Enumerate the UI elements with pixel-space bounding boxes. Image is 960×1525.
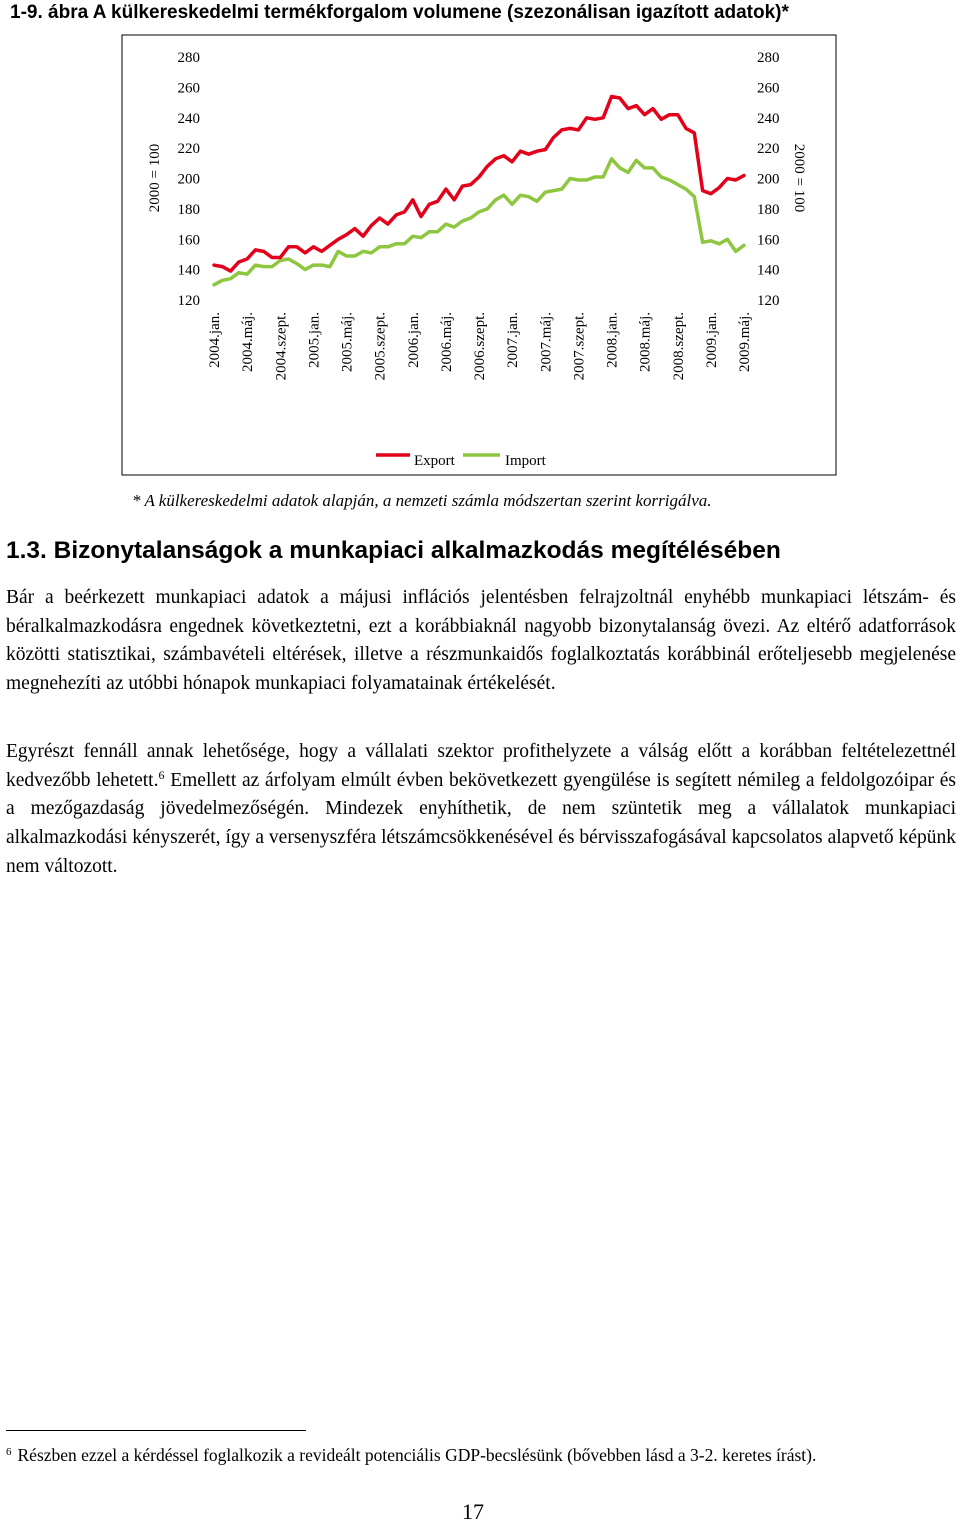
figure-note: * A külkereskedelmi adatok alapján, a nemzeti számla módszertan szerint korrigálva. [132, 491, 712, 510]
y-tick-right: 200 [757, 171, 780, 188]
line-chart [0, 0, 960, 490]
y-tick-left: 280 [177, 50, 200, 66]
x-tick-label: 2004.máj. [240, 312, 257, 372]
y-tick-right: 120 [757, 293, 780, 309]
x-tick-label: 2008.szept. [670, 312, 687, 381]
y-tick-left: 220 [177, 141, 200, 158]
x-tick-label: 2009.jan. [703, 312, 720, 368]
x-tick-label: 2005.jan. [306, 312, 323, 368]
x-tick-label: 2004.jan. [207, 312, 223, 368]
x-tick-label: 2006.szept. [472, 312, 488, 381]
footnote-separator [6, 1430, 306, 1431]
x-tick-label: 2007.máj. [538, 312, 555, 372]
legend-import-label: Import [505, 453, 546, 469]
x-tick-label: 2008.jan. [604, 312, 621, 368]
paragraph-2-part-2: Emellett az árfolyam elmúlt évben bekövetkezett gyengülése is segített némileg a feldolgozóipar és a mezőgazdaság jövedelmezőségén. Mindezek enyhíthetik, de nem szüntetik meg a vállalatok munkapiaci alkalmazkodási kényszerét, így a versenyszféra létszámcsökkenésével és bérvisszafogásával kapcsolatos alapvető képünk nem változott. [6, 769, 956, 877]
y-tick-left: 240 [177, 110, 200, 127]
y-tick-right: 280 [757, 50, 780, 66]
right-axis [757, 50, 780, 309]
y-tick-right: 220 [757, 141, 780, 158]
x-tick-label: 2007.jan. [505, 312, 522, 368]
x-tick-label: 2005.szept. [372, 312, 389, 381]
left-axis [178, 50, 201, 309]
y-tick-left: 160 [177, 232, 200, 249]
x-tick-label: 2006.jan. [405, 312, 422, 368]
x-tick-label: 2005.máj. [339, 312, 356, 372]
y-tick-right: 160 [757, 232, 780, 249]
footnote [6, 1443, 956, 1467]
x-tick-label: 2004.szept. [273, 312, 290, 381]
x-tick-label: 2007.szept. [571, 312, 588, 381]
figure-title: 1-9. ábra A külkereskedelmi termékforgalom volumene (szezonálisan igazított adatok)* [10, 2, 789, 23]
y-tick-left: 200 [177, 171, 200, 188]
paragraph-2 [6, 738, 956, 882]
section-title: 1.3. Bizonytalanságok a munkapiaci alkalmazkodás megítélésében [6, 537, 781, 564]
paragraph-1: Bár a beérkezett munkapiaci adatok a májusi inflációs jelentésben felrajzoltnál enyhébb munkapiaci létszám- és béralkalmazkodásra engednek következtetni, ezt a korábbiaknál nagyobb bizonytalanság övezi. Az eltérő adatforrások közötti statisztikai, számbavételi eltérések, illetve a részmunkaidős foglalkoztatás korábbinál erőteljesebb megjelenése megnehezíti az utóbbi hónapok munkapiaci folyamatainak értékelését. [6, 587, 956, 695]
y-tick-left: 120 [177, 293, 200, 309]
page-number: 17 [462, 1499, 484, 1524]
y-tick-left: 260 [177, 80, 200, 97]
y-tick-left: 180 [177, 201, 200, 218]
y-tick-right: 180 [757, 201, 780, 218]
y-axis-label-left: 2000 = 100 [147, 143, 163, 213]
x-tick-label: 2008.máj. [637, 312, 654, 372]
x-tick-label: 2009.máj. [737, 312, 753, 372]
footnote-number: 6 [6, 1446, 12, 1458]
x-tick-label: 2006.máj. [438, 312, 455, 372]
x-axis [207, 312, 753, 380]
legend-export-label: Export [414, 453, 455, 469]
footnote-text: Részben ezzel a kérdéssel foglalkozik a revideált potenciális GDP-becslésünk (bővebben lásd a 3-2. keretes írást). [17, 1445, 817, 1465]
y-tick-right: 140 [757, 262, 780, 279]
paragraph-2-part-1: Egyrészt fennáll annak lehetősége, hogy a vállalati szektor profithelyzete a válság előtt a korábban feltételezettnél kedvezőbb lehetett. [6, 741, 956, 791]
y-axis-label-right: 2000 = 100 [791, 143, 807, 213]
chart-frame [122, 35, 836, 475]
y-tick-left: 140 [177, 262, 200, 279]
footnote-reference[interactable]: 6 [158, 767, 165, 782]
y-tick-right: 240 [757, 110, 780, 127]
y-tick-right: 260 [757, 80, 780, 97]
